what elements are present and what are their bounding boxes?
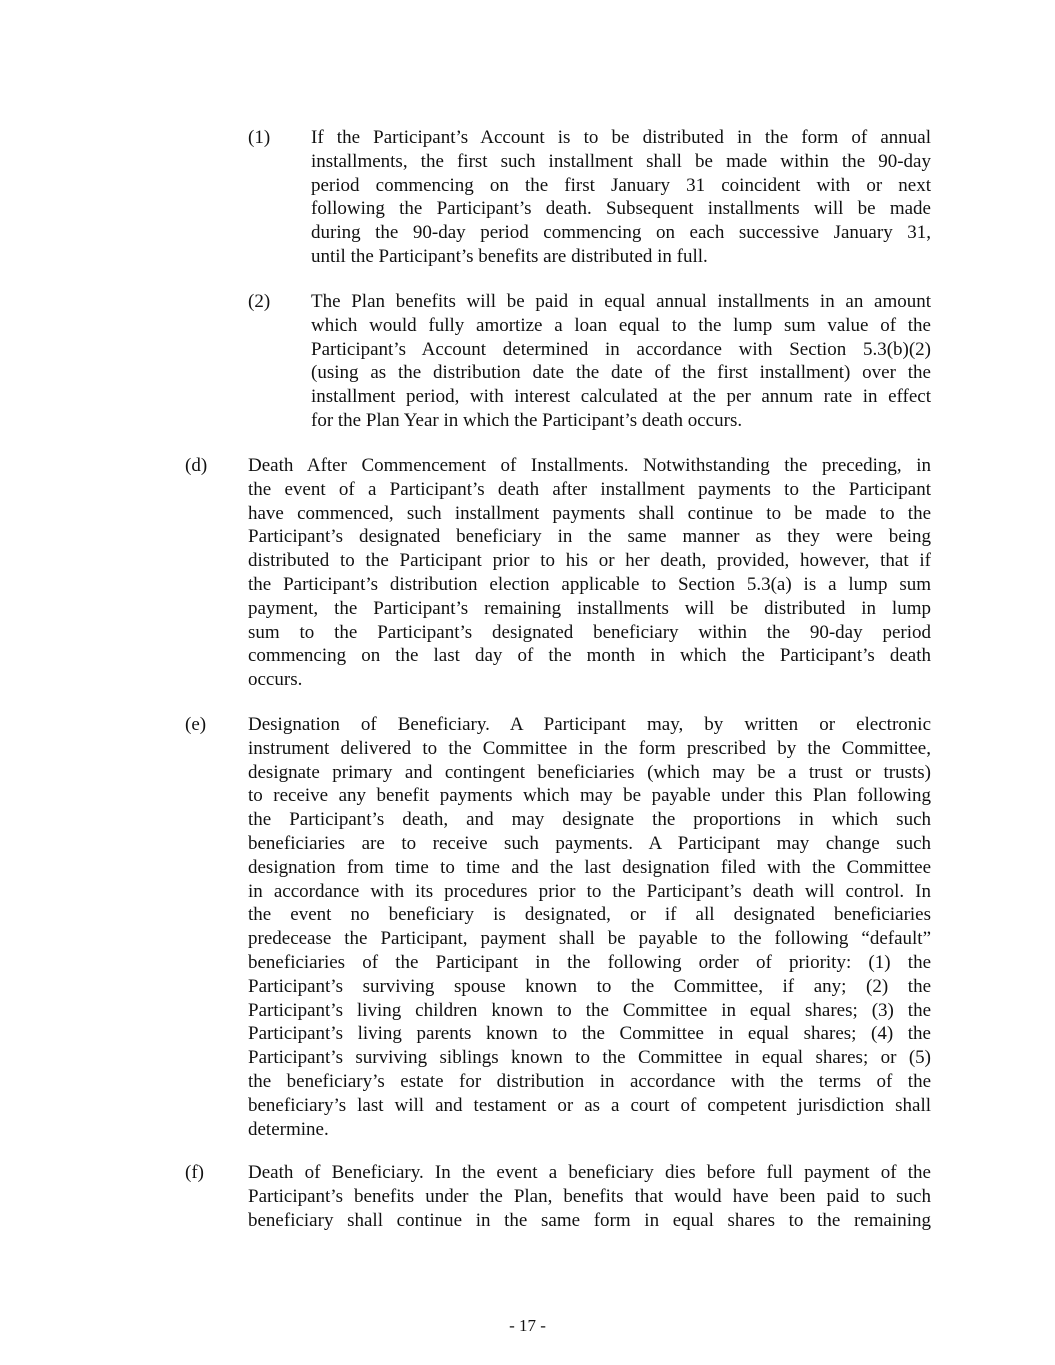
section-label-e: (e): [185, 714, 207, 735]
text-line: designate primary and contingent beneficiaries (which may be a trust or trusts): [248, 761, 931, 783]
text-line: the Participant’s death, and may designate the proportions in which such: [248, 809, 931, 831]
text-line: The Plan benefits will be paid in equal annual installments in an amount: [311, 291, 931, 312]
text-line: Death of Beneficiary. In the event a beneficiary dies before full payment of the: [248, 1162, 931, 1183]
section-f-text: [248, 1161, 931, 1232]
text-line: Participant’s surviving siblings known to the Committee in equal shares; or (5): [248, 1047, 931, 1069]
text-line: which would fully amortize a loan equal to the lump sum value of the: [311, 314, 931, 336]
sub-item-2-text: [311, 290, 931, 433]
sub-item-1-text: [311, 126, 931, 269]
text-line: beneficiaries of the Participant in the following order of priority: (1) the: [248, 951, 931, 973]
section-d-text: [248, 454, 931, 692]
text-line: beneficiary shall continue in the same form in equal shares to the remaining: [248, 1209, 931, 1231]
sub-item-label-2: (2): [248, 291, 271, 312]
section-label-d: (d): [185, 455, 208, 476]
text-line: sum to the Participant’s designated beneficiary within the 90-day period: [248, 621, 931, 643]
text-line: the event no beneficiary is designated, or if all designated beneficiaries: [248, 904, 931, 926]
page-number: - 17 -: [509, 1316, 546, 1335]
text-line: to receive any benefit payments which may be payable under this Plan following: [248, 785, 931, 807]
text-line: distributed to the Participant prior to his or her death, provided, however, that if: [248, 550, 931, 572]
text-line: Participant’s living parents known to the Committee in equal shares; (4) the: [248, 1023, 931, 1045]
text-line: period commencing on the first January 31 coincident with or next: [311, 174, 931, 196]
text-line: beneficiaries are to receive such payments. A Participant may change such: [248, 832, 931, 854]
text-line: Participant’s living children known to the Committee in equal shares; (3) the: [248, 999, 931, 1021]
text-line: in accordance with its procedures prior to the Participant’s death will control. In: [248, 880, 931, 902]
text-line: payment, the Participant’s remaining installments will be distributed in lump: [248, 597, 931, 619]
text-line: Participant’s benefits under the Plan, benefits that would have been paid to such: [248, 1185, 931, 1207]
text-line: (using as the distribution date the date of the first installment) over the: [311, 362, 931, 384]
text-line: designation from time to time and the last designation filed with the Committee: [248, 856, 931, 878]
text-line: following the Participant’s death. Subsequent installments will be made: [311, 198, 931, 220]
section-e-text: [248, 713, 931, 1141]
text-line: during the 90-day period commencing on each successive January 31,: [311, 222, 931, 244]
text-line: occurs.: [248, 669, 303, 691]
text-line: If the Participant’s Account is to be distributed in the form of annual: [311, 127, 931, 148]
text-line: predecease the Participant, payment shall be payable to the following “default”: [248, 928, 931, 950]
text-line: determine.: [248, 1118, 329, 1140]
text-line: commencing on the last day of the month in which the Participant’s death: [248, 645, 931, 667]
text-line: Participant’s designated beneficiary in the same manner as they were being: [248, 526, 931, 548]
text-line: instrument delivered to the Committee in the form prescribed by the Committee,: [248, 737, 931, 759]
text-line: Participant’s Account determined in accordance with Section 5.3(b)(2): [311, 338, 931, 360]
sub-item-label-1: (1): [248, 127, 271, 148]
text-line: Participant’s surviving spouse known to the Committee, if any; (2) the: [248, 975, 931, 997]
text-line: Designation of Beneficiary. A Participant may, by written or electronic: [248, 714, 931, 735]
text-line: Death After Commencement of Installments. Notwithstanding the preceding, in: [248, 455, 931, 476]
text-line: beneficiary’s last will and testament or as a court of competent jurisdiction shall: [248, 1094, 931, 1116]
text-line: the event of a Participant’s death after installment payments to the Participant: [248, 478, 931, 500]
text-line: for the Plan Year in which the Participant’s death occurs.: [311, 409, 743, 431]
text-line: until the Participant’s benefits are distributed in full.: [311, 245, 708, 267]
text-line: the Participant’s distribution election applicable to Section 5.3(a) is a lump sum: [248, 573, 931, 595]
text-line: have commenced, such installment payments shall continue to be made to the: [248, 502, 931, 524]
section-label-f: (f): [185, 1162, 204, 1183]
text-line: the beneficiary’s estate for distribution in accordance with the terms of the: [248, 1070, 931, 1092]
text-line: installment period, with interest calculated at the per annum rate in effect: [311, 386, 931, 408]
text-line: installments, the first such installment shall be made within the 90-day: [311, 150, 931, 172]
